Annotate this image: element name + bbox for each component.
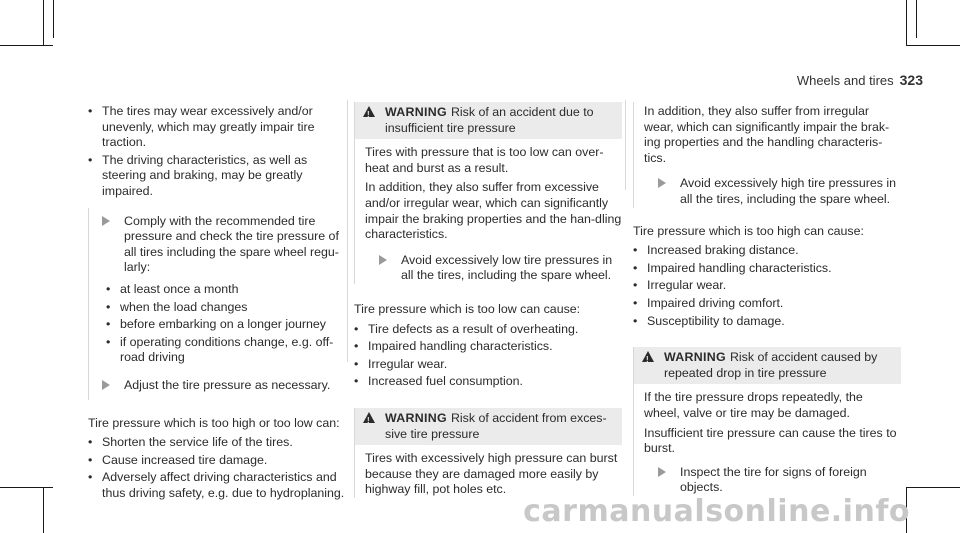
list-item: • Susceptibility to damage. xyxy=(633,314,901,330)
bullet-list xyxy=(106,282,346,366)
crop-mark xyxy=(906,45,960,46)
paragraph: Tire pressure which is too high can cause: xyxy=(633,223,864,238)
warning-header xyxy=(355,102,622,139)
warning-body xyxy=(355,445,622,498)
warning-title: WARNING xyxy=(664,350,726,365)
instruction xyxy=(88,214,346,276)
crop-mark xyxy=(53,0,54,38)
arrow-icon xyxy=(102,380,110,390)
page-header xyxy=(797,72,923,88)
crop-mark xyxy=(43,487,44,533)
list-item: • at least once a month xyxy=(106,282,346,298)
bullet-list xyxy=(88,435,346,501)
warning-box xyxy=(354,102,622,284)
instruction-text: Inspect the tire for signs of foreign objects. xyxy=(680,464,867,495)
instruction xyxy=(365,253,622,284)
warning-icon xyxy=(363,412,375,423)
list-item: • Adversely affect driving characteristics and thus driving safety, e.g. due to hydroplaning. xyxy=(88,470,346,501)
paragraph: Tire pressure which is too high or too low can: xyxy=(88,415,340,430)
paragraph: Tire pressure which is too low can cause: xyxy=(354,301,581,316)
warning-continued xyxy=(633,102,901,208)
list-item: • Increased braking distance. xyxy=(633,243,901,259)
warning-box xyxy=(354,408,622,498)
list-item: • when the load changes xyxy=(106,300,346,316)
list-item: • Irregular wear. xyxy=(633,278,901,294)
paragraph: In addition, they also suffer from excessive and/or irregular wear, which can significantly impair the braking properties and the han-dling characteristics. xyxy=(365,180,622,242)
page-number: 323 xyxy=(899,72,923,88)
list-item: • before embarking on a longer journey xyxy=(106,317,346,333)
column-2 xyxy=(354,102,622,502)
column-divider xyxy=(625,100,626,190)
warning-body xyxy=(634,102,901,208)
warning-title: WARNING xyxy=(385,410,447,425)
warning-body xyxy=(355,139,622,284)
warning-title: WARNING xyxy=(385,105,447,119)
instruction-text: Adjust the tire pressure as necessary. xyxy=(124,377,331,392)
list-item: • Impaired handling characteristics. xyxy=(633,261,901,277)
arrow-icon xyxy=(658,467,666,477)
column-divider xyxy=(347,100,348,362)
crop-mark xyxy=(0,487,53,488)
warning-header xyxy=(355,408,622,445)
arrow-icon xyxy=(379,255,387,265)
list-item: • Impaired handling characteristics. xyxy=(354,339,622,355)
instruction-group xyxy=(88,214,346,394)
crop-mark xyxy=(906,0,907,46)
list-item: • if operating conditions change, e.g. off-road driving xyxy=(106,335,346,366)
warning-heading: Risk of accident from exces-sive tire pressure xyxy=(385,410,607,441)
bullet-list xyxy=(88,104,346,200)
arrow-icon xyxy=(102,216,110,226)
crop-mark xyxy=(0,45,53,46)
warning-icon xyxy=(363,106,375,117)
paragraph: Tires with excessively high pressure can burst because they are damaged more easily by highway fill, pot holes etc. xyxy=(365,451,618,497)
paragraph: Insufficient tire pressure can cause the tires to burst. xyxy=(644,425,897,456)
warning-box xyxy=(633,347,901,496)
column-1 xyxy=(88,104,346,503)
list-item: • The tires may wear excessively and/or unevenly, which may greatly impair tire traction. xyxy=(88,104,346,151)
paragraph: In addition, they also suffer from irregular wear, which can significantly impair the brak-ing properties and the handling characteris-tics. xyxy=(644,104,890,165)
watermark: carmanualsonline.info xyxy=(523,494,910,529)
paragraph: If the tire pressure drops repeatedly, the wheel, valve or tire may be damaged. xyxy=(644,390,863,420)
instruction-text: Avoid excessively high tire pressures in all the tires, including the spare wheel. xyxy=(680,176,897,206)
list-item: • The driving characteristics, as well as steering and braking, may be greatly impaired. xyxy=(88,153,346,200)
bullet-list xyxy=(354,322,622,390)
crop-mark xyxy=(43,0,44,46)
instruction-text: Comply with the recommended tire pressure and check the tire pressure of all tires including the spare wheel regu-larly: xyxy=(124,213,339,275)
list-item: • Increased fuel consumption. xyxy=(354,374,622,390)
crop-mark xyxy=(906,487,960,488)
list-item: • Cause increased tire damage. xyxy=(88,453,346,469)
column-3 xyxy=(633,102,901,502)
warning-header xyxy=(634,347,901,384)
list-item: • Tire defects as a result of overheating. xyxy=(354,322,622,338)
instruction xyxy=(644,465,901,496)
instruction xyxy=(88,378,346,394)
section-title: Wheels and tires xyxy=(796,73,894,88)
warning-heading: Risk of an accident due to insufficient tire pressure xyxy=(385,105,594,135)
bullet-list xyxy=(633,243,901,329)
crop-mark xyxy=(916,0,917,38)
list-item: • Irregular wear. xyxy=(354,357,622,373)
list-item: • Impaired driving comfort. xyxy=(633,296,901,312)
warning-body xyxy=(634,384,901,496)
list-item: • Shorten the service life of the tires. xyxy=(88,435,346,451)
instruction xyxy=(644,176,901,207)
paragraph: Tires with pressure that is too low can over-heat and burst as a result. xyxy=(365,145,604,175)
instruction-text: Avoid excessively low tire pressures in all the tires, including the spare wheel. xyxy=(401,252,613,283)
warning-icon xyxy=(642,351,654,362)
arrow-icon xyxy=(658,178,666,188)
warning-heading: Risk of accident caused by repeated drop in tire pressure xyxy=(664,350,878,380)
